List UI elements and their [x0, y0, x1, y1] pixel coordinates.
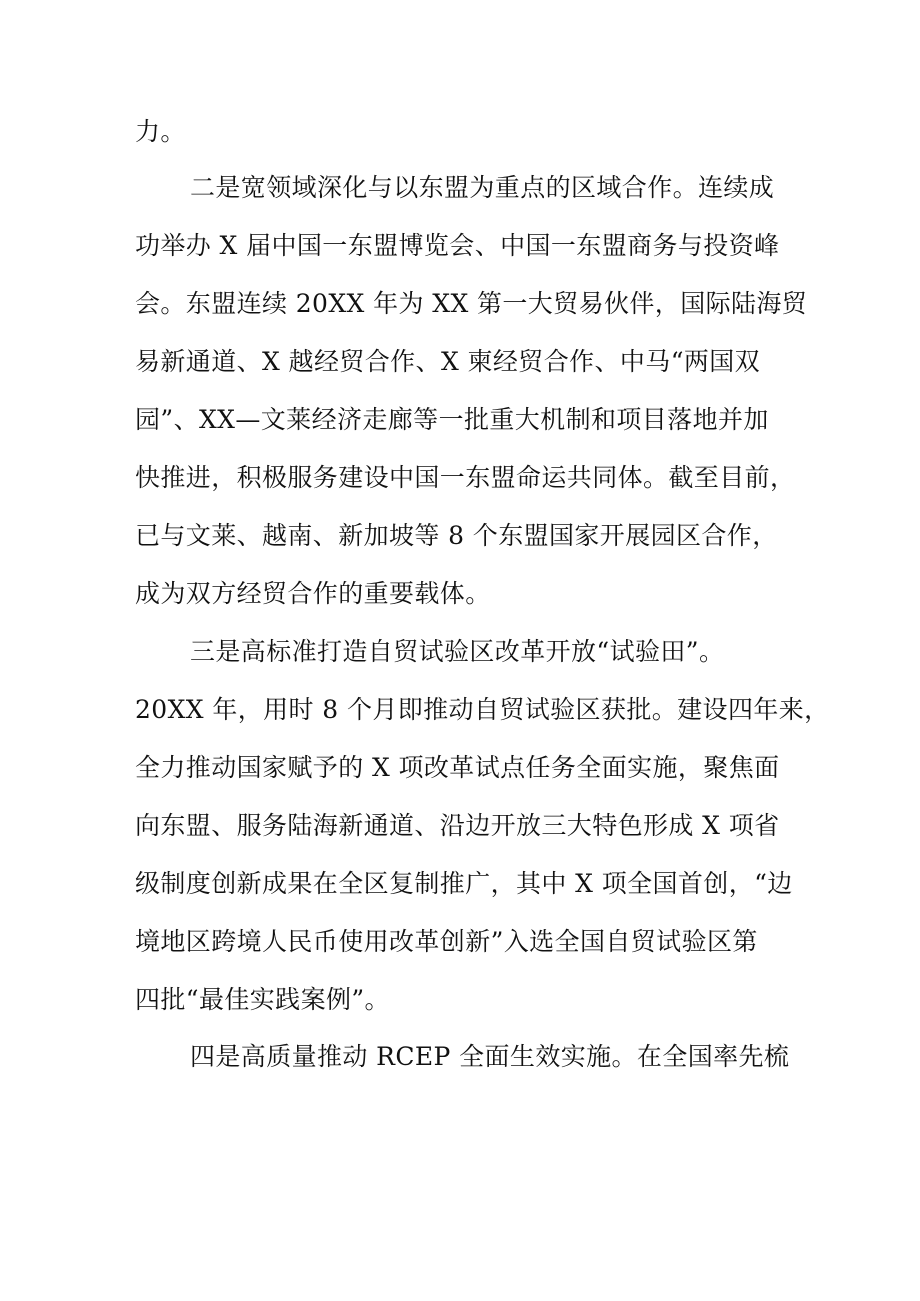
paragraph-line: 已与文莱、越南、新加坡等 8 个东盟国家开展园区合作，	[135, 521, 778, 550]
paragraph-line: 向东盟、服务陆海新通道、沿边开放三大特色形成 X 项省	[135, 811, 780, 840]
paragraph-line: 全力推动国家赋予的 X 项改革试点任务全面实施，聚焦面	[135, 753, 780, 782]
paragraph-line: 二是宽领域深化与以东盟为重点的区域合作。连续成	[190, 173, 775, 202]
paragraph-line: 园”、XX—文莱经济走廊等一批重大机制和项目落地并加	[135, 405, 769, 434]
paragraph-line: 成为双方经贸合作的重要载体。	[135, 579, 491, 608]
paragraph-line: 易新通道、X 越经贸合作、X 柬经贸合作、中马“两国双	[135, 347, 761, 376]
paragraph-line: 三是高标准打造自贸试验区改革开放“试验田”。	[190, 637, 725, 666]
paragraph-line: 会。东盟连续 20XX 年为 XX 第一大贸易伙伴，国际陆海贸	[135, 289, 808, 318]
paragraph-line: 力。	[135, 117, 186, 146]
paragraph-line: 级制度创新成果在全区复制推广，其中 X 项全国首创，“边	[135, 869, 793, 898]
paragraph-line: 四是高质量推动 RCEP 全面生效实施。在全国率先梳	[190, 1042, 790, 1071]
paragraph-line: 20XX 年，用时 8 个月即推动自贸试验区获批。建设四年来，	[135, 695, 830, 724]
paragraph-line: 境地区跨境人民币使用改革创新”入选全国自贸试验区第	[135, 927, 758, 956]
paragraph-line: 快推进，积极服务建设中国一东盟命运共同体。截至目前，	[135, 463, 796, 492]
paragraph-line: 四批“最佳实践案例”。	[135, 985, 390, 1014]
paragraph-line: 功举办 X 届中国一东盟博览会、中国一东盟商务与投资峰	[135, 231, 780, 260]
